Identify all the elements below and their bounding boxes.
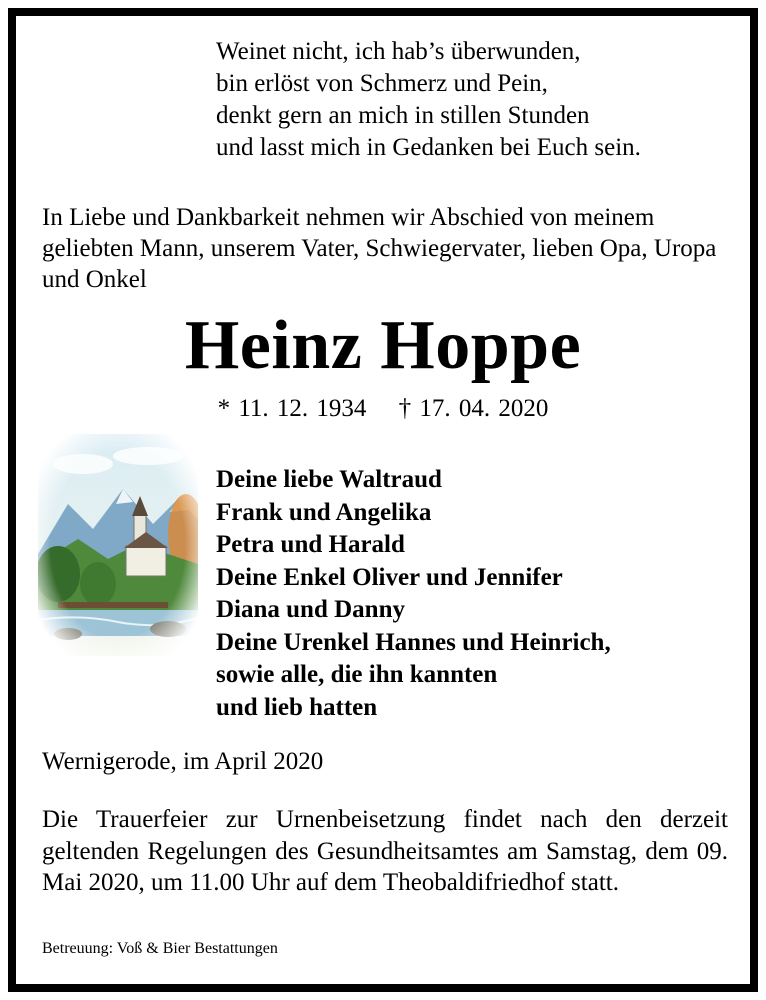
poem-line: bin erlöst von Schmerz und Pein, (216, 70, 548, 97)
mourner-line: Deine Urenkel Hannes und Heinrich, (216, 628, 611, 656)
poem (216, 36, 641, 164)
life-dates (8, 394, 758, 424)
mourner-line: Petra und Harald (216, 531, 405, 558)
poem-line: denkt gern an mich in stillen Stunden (216, 102, 590, 129)
mourner-line: Frank und Angelika (216, 498, 432, 526)
mourners-list (216, 464, 611, 724)
mourner-line: Deine Enkel Oliver und Jennifer (216, 563, 563, 591)
mourner-line: und lieb hatten (216, 693, 378, 721)
church-landscape-icon (38, 434, 198, 656)
obituary-notice (8, 8, 758, 992)
service-info: Die Trauerfeier zur Urnenbeisetzung findet nach den derzeit geltenden Regelungen des Gesundheitsamtes am Samstag, dem 09. Mai 2020, um 11.00 Uhr auf dem Theobaldifriedhof statt. (42, 806, 728, 896)
mourner-line: Diana und Danny (216, 596, 405, 623)
intro-text: In Liebe und Dankbarkeit nehmen wir Abschied von meinem geliebten Mann, unserem Vater, Schwiegervater, lieben Opa, Uropa und Onkel (42, 204, 717, 293)
death-date: † 17. 04. 2020 (398, 395, 549, 422)
place-and-date: Wernigerode, im April 2020 (42, 748, 324, 775)
birth-date: * 11. 12. 1934 (217, 395, 367, 422)
deceased-name: Heinz Hoppe (184, 307, 582, 384)
mourner-line: Deine liebe Waltraud (216, 466, 442, 493)
poem-line: Weinet nicht, ich hab’s überwunden, (216, 38, 581, 65)
mourner-line: sowie alle, die ihn kannten (216, 661, 498, 688)
poem-line: und lasst mich in Gedanken bei Euch sein. (216, 134, 641, 161)
funeral-home-credit: Betreuung: Voß & Bier Bestattungen (42, 940, 278, 957)
